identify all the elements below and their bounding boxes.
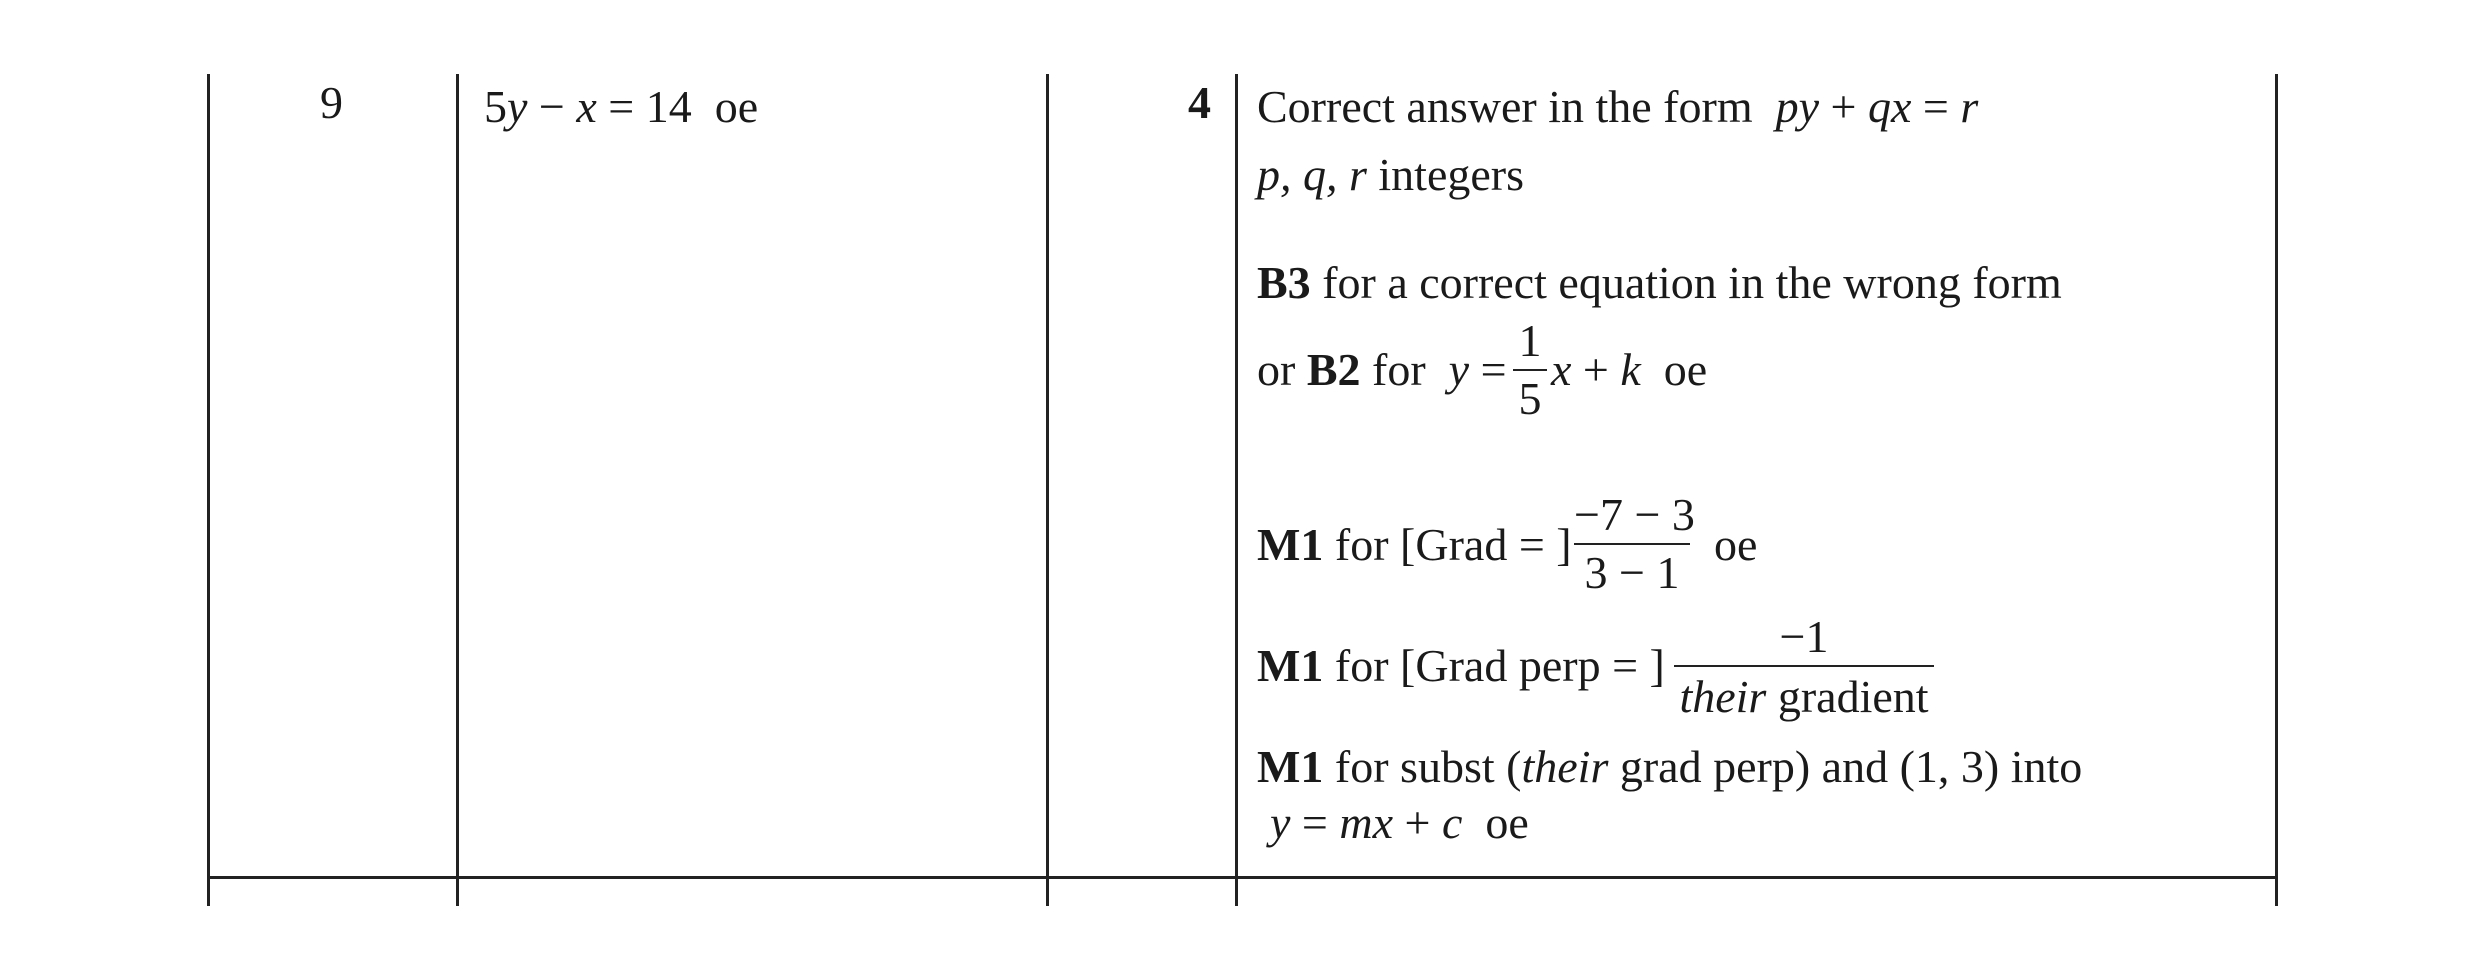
- answer-cell: [484, 81, 759, 132]
- subst-eq-mx: mx: [1339, 797, 1394, 848]
- notes-m1-subst-line: [1257, 741, 2083, 792]
- table-border-right: [2275, 74, 2278, 906]
- answer-var-y: y: [507, 81, 528, 132]
- m1-subst-code: M1: [1257, 741, 1324, 792]
- answer-oe: oe: [714, 81, 759, 132]
- b2-frac-den: 5: [1518, 373, 1542, 424]
- m1-perp-text: for [Grad perp = ]: [1334, 640, 1665, 691]
- m1-grad-text: for [Grad = ]: [1334, 519, 1572, 570]
- notes-form-text: Correct answer in the form: [1257, 81, 1753, 132]
- m1-subst-text-a: for subst (: [1334, 741, 1522, 792]
- b2-frac-num: 1: [1518, 315, 1542, 366]
- m1-perp-their: their: [1679, 671, 1767, 722]
- notes-b2-suffix: [1551, 344, 1708, 395]
- form-r: r: [1960, 81, 1979, 132]
- answer-equals-value: = 14: [596, 81, 692, 132]
- notes-line-form: [1257, 81, 1979, 132]
- subst-eq-equals: =: [1290, 797, 1340, 848]
- b2-k: k: [1620, 344, 1641, 395]
- answer-minus: −: [527, 81, 577, 132]
- column-divider-3: [1235, 74, 1238, 906]
- subst-eq-oe: oe: [1485, 797, 1529, 848]
- notes-b2-prefix: [1257, 344, 1507, 395]
- b2-plus: +: [1571, 344, 1621, 395]
- answer-coefficient: 5: [484, 81, 507, 132]
- form-plus: +: [1819, 81, 1868, 132]
- b2-or: or: [1257, 344, 1296, 395]
- form-qx: qx: [1867, 81, 1912, 132]
- m1-grad-oe: oe: [1714, 519, 1758, 570]
- column-divider-1: [456, 74, 459, 906]
- integers-vars: p, q, r: [1257, 149, 1367, 200]
- notes-b3-line: [1257, 257, 2062, 308]
- notes-m1-perp-prefix: [1257, 640, 1665, 691]
- b2-code: B2: [1306, 344, 1361, 395]
- subst-eq-c: c: [1441, 797, 1463, 848]
- form-py: py: [1775, 81, 1820, 132]
- m1-perp-frac-num: −1: [1779, 611, 1829, 662]
- column-divider-2: [1046, 74, 1049, 906]
- m1-perp-code: M1: [1257, 640, 1324, 691]
- b2-y: y: [1448, 344, 1470, 395]
- subst-eq-y: y: [1270, 797, 1291, 848]
- m1-grad-code: M1: [1257, 519, 1324, 570]
- m1-grad-frac-num: −7 − 3: [1574, 489, 1695, 540]
- m1-grad-frac-den: 3 − 1: [1584, 547, 1680, 598]
- row-bottom-border: [207, 876, 2278, 879]
- b2-eq: =: [1469, 344, 1507, 395]
- table-border-left: [207, 74, 210, 906]
- answer-var-x: x: [576, 81, 597, 132]
- integers-text: integers: [1378, 149, 1525, 200]
- b2-x: x: [1551, 344, 1572, 395]
- b2-oe: oe: [1663, 344, 1708, 395]
- notes-line-integers: [1257, 149, 1525, 200]
- subst-eq-plus: +: [1393, 797, 1442, 848]
- question-number: 9: [320, 77, 343, 128]
- b3-code: B3: [1257, 257, 1311, 308]
- b2-for: for: [1372, 344, 1426, 395]
- m1-subst-text-b: grad perp) and (1, 3) into: [1619, 741, 2083, 792]
- m1-perp-frac-den: [1674, 671, 1934, 722]
- m1-subst-their: their: [1521, 741, 1609, 792]
- notes-m1-grad-prefix: [1257, 519, 1572, 570]
- b3-text: for a correct equation in the wrong form: [1322, 257, 2062, 308]
- m1-perp-gradient: gradient: [1777, 671, 1929, 722]
- m1-grad-fraction: [1574, 489, 1695, 598]
- marks-value: 4: [1188, 77, 1211, 128]
- notes-m1-subst-equation: [1270, 797, 1529, 848]
- m1-perp-fraction: [1674, 611, 1934, 722]
- b2-fraction: [1513, 315, 1547, 424]
- form-eq: =: [1911, 81, 1961, 132]
